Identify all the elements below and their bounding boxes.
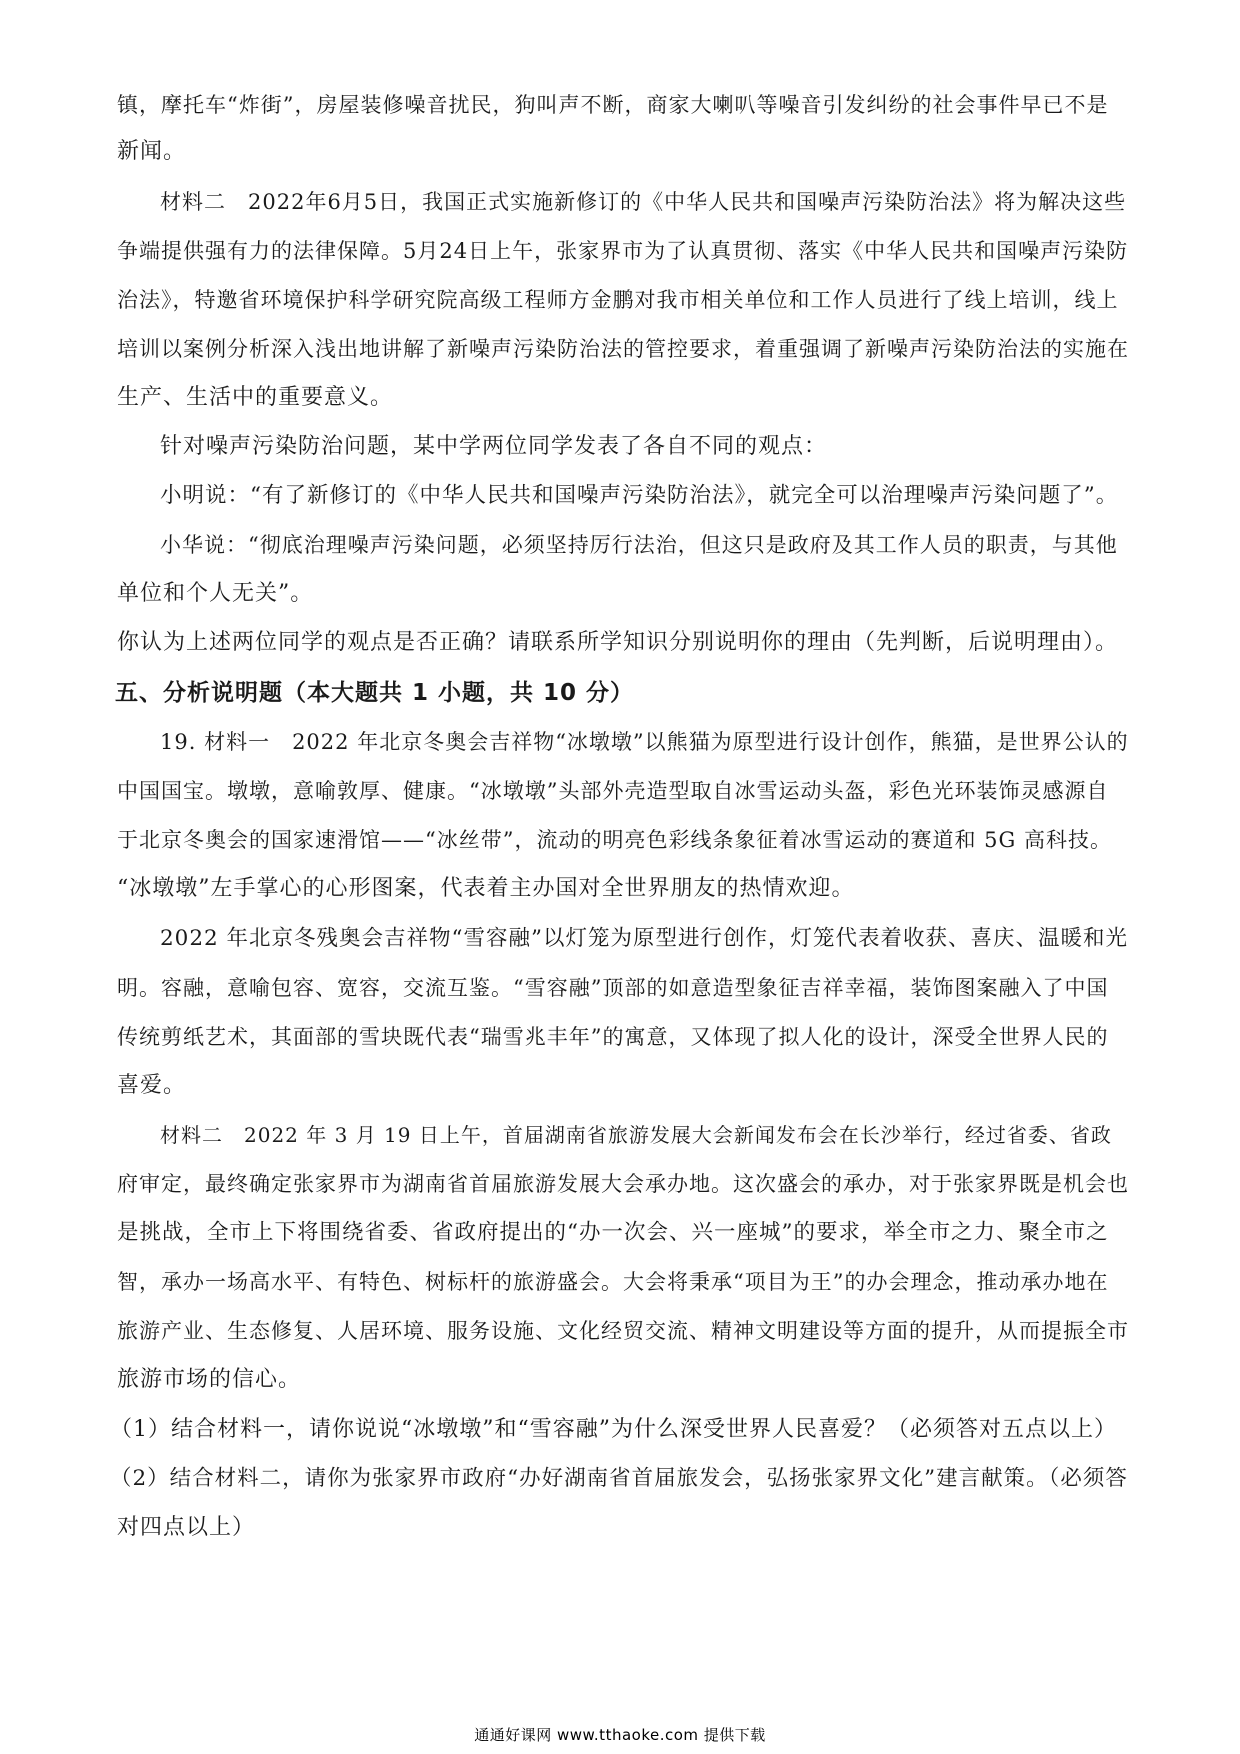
paragraph-line: 治法》，特邀省环境保护科学研究院高级工程师方金鹏对我市相关单位和工作人员进行了线上培训，线上 [117, 288, 1119, 312]
question-line: 你认为上述两位同学的观点是否正确？请联系所学知识分别说明你的理由（先判断，后说明理由）。 [117, 630, 1119, 655]
paragraph-line: 镇，摩托车“炸街”，房屋装修噪音扰民，狗叫声不断，商家大喇叭等噪音引发纠纷的社会事件早已不是 [117, 93, 1109, 117]
question-line: 对四点以上） [117, 1515, 256, 1540]
paragraph-line: 府审定，最终确定张家界市为湖南省首届旅游发展大会承办地。这次盛会的承办，对于张家界既是机会也 [117, 1172, 1129, 1196]
paragraph-line: 喜爱。 [117, 1073, 187, 1098]
footer-credit: 通通好课网 www.tthaoke.com 提供下载 [474, 1726, 766, 1744]
paragraph-line: 19. 材料一 2022 年北京冬奥会吉祥物“冰墩墩”以熊猫为原型进行设计创作，熊猫，是世界公认的 [160, 730, 1129, 754]
paragraph-line: 培训以案例分析深入浅出地讲解了新噪声污染防治法的管控要求，着重强调了新噪声污染防治法的实施在 [117, 337, 1129, 361]
paragraph-line: 中国国宝。墩墩，意喻敦厚、健康。“冰墩墩”头部外壳造型取自冰雪运动头盔，彩色光环装饰灵感源自 [117, 779, 1109, 803]
paragraph-line: 小明说：“有了新修订的《中华人民共和国噪声污染防治法》，就完全可以治理噪声污染问题了”。 [160, 483, 1119, 508]
paragraph-line: 小华说：“彻底治理噪声污染问题，必须坚持厉行法治，但这只是政府及其工作人员的职责，与其他 [160, 533, 1118, 557]
paragraph-line: 旅游产业、生态修复、人居环境、服务设施、文化经贸交流、精神文明建设等方面的提升，从而提振全市 [117, 1319, 1129, 1343]
paragraph-line: 智，承办一场高水平、有特色、树标杆的旅游盛会。大会将秉承“项目为王”的办会理念，推动承办地在 [117, 1270, 1109, 1294]
paragraph-line: 针对噪声污染防治问题，某中学两位同学发表了各自不同的观点： [160, 434, 828, 459]
paragraph-line: 单位和个人无关”。 [117, 581, 314, 606]
paragraph-line: 于北京冬奥会的国家速滑馆——“冰丝带”，流动的明亮色彩线条象征着冰雪运动的赛道和 5G 高科技。 [117, 828, 1112, 852]
paragraph-line: “冰墩墩”左手掌心的心形图案，代表着主办国对全世界朋友的热情欢迎。 [117, 876, 855, 901]
paragraph-line: 旅游市场的信心。 [117, 1367, 302, 1392]
section-heading: 五、分析说明题（本大题共 1 小题，共 10 分） [115, 680, 635, 706]
paragraph-line: 传统剪纸艺术，其面部的雪块既代表“瑞雪兆丰年”的寓意，又体现了拟人化的设计，深受全世界人民的 [117, 1025, 1109, 1049]
paragraph-line: 新闻。 [117, 139, 187, 164]
paragraph-line: 材料二 2022年6月5日，我国正式实施新修订的《中华人民共和国噪声污染防治法》将为解决这些 [160, 190, 1127, 214]
paragraph-line: 材料二 2022 年 3 月 19 日上午，首届湖南省旅游发展大会新闻发布会在长沙举行，经过省委、省政 [160, 1123, 1112, 1147]
paragraph-line: 是挑战，全市上下将围绕省委、省政府提出的“办一次会、兴一座城”的要求，举全市之力、聚全市之 [117, 1220, 1109, 1245]
question-line: （2）结合材料二，请你为张家界市政府“办好湖南省首届旅发会，弘扬张家界文化”建言献策。（必须答 [110, 1466, 1128, 1491]
paragraph-line: 生产、生活中的重要意义。 [117, 385, 394, 410]
paragraph-line: 2022 年北京冬残奥会吉祥物“雪容融”以灯笼为原型进行创作，灯笼代表着收获、喜庆、温暖和光 [160, 926, 1129, 951]
paragraph-line: 明。容融，意喻包容、宽容，交流互鉴。“雪容融”顶部的如意造型象征吉祥幸福，装饰图案融入了中国 [117, 976, 1109, 1000]
question-line: （1）结合材料一，请你说说“冰墩墩”和“雪容融”为什么深受世界人民喜爱？（必须答对五点以上） [110, 1417, 1117, 1442]
paragraph-line: 争端提供强有力的法律保障。5月24日上午，张家界市为了认真贯彻、落实《中华人民共和国噪声污染防 [117, 239, 1129, 263]
